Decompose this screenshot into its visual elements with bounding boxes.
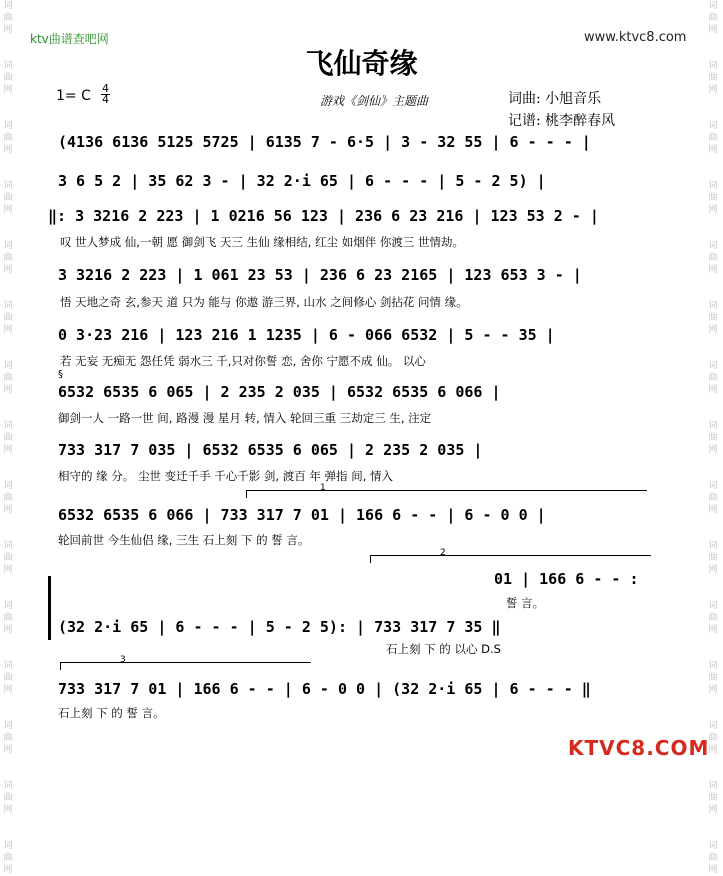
volta-3-number: 3 <box>120 655 126 665</box>
volta-1-bracket <box>246 490 647 498</box>
time-signature <box>101 84 110 105</box>
system-bracket <box>48 576 51 640</box>
score-row-6-lyrics: 御剑一人 一路一世 间, 路漫 漫 星月 转, 情入 轮回三重 三劫定三 生, 注定 <box>58 411 432 425</box>
subtitle: 游戏《剑仙》主题曲 <box>320 94 429 108</box>
score-row-3-lyrics: 叹 世人梦成 仙,一朝 愿 御剑飞 天三 生仙 缘相结, 红尘 如烟伴 你渡三 世情劫。 <box>60 235 465 249</box>
brand-logo <box>568 736 709 760</box>
score-row-8-notes: 6532 6535 6 066 | 733 317 7 01 | 166 6 - - | 6 - 0 0 | <box>58 506 546 524</box>
volta-2-bracket <box>370 555 651 563</box>
score-row-8-lyrics: 轮回前世 今生仙侣 缘, 三生 石上刻 下 的 誓 言。 <box>58 533 310 547</box>
score-row-7-notes: 733 317 7 035 | 6532 6535 6 065 | 2 235 2 035 | <box>58 441 483 459</box>
brand-logo-text: KTVC8.COM <box>568 736 710 760</box>
score-row-1-notes: (4136 6136 5125 5725 | 6135 7 - 6·5 | 3 - 32 55 | 6 - - - | <box>58 133 591 151</box>
meter-top: 4 <box>102 82 109 95</box>
segno-sign: § <box>58 369 63 380</box>
score-row-2-notes: 3 6 5 2 | 35 62 3 - | 32 2·i 65 | 6 - - - | 5 - 2 5) | <box>58 172 546 190</box>
transcriber-credit: 记谱: 桃李醉春风 <box>508 113 616 129</box>
score-row-6-notes: 6532 6535 6 065 | 2 235 2 035 | 6532 6535 6 066 | <box>58 383 501 401</box>
side-watermark-right: 词曲网 词曲网 词曲网 词曲网 词曲网 词曲网 词曲网 词曲网 词曲网 词曲网 词曲网 词曲网 词曲网 词曲网 词曲网 <box>708 1 718 875</box>
score-row-3-notes: ‖: 3 3216 2 223 | 1 0216 56 123 | 236 6 23 216 | 123 53 2 - | <box>48 207 599 225</box>
side-watermark-left: 词曲网 词曲网 词曲网 词曲网 词曲网 词曲网 词曲网 词曲网 词曲网 词曲网 词曲网 词曲网 词曲网 词曲网 词曲网 <box>3 1 13 875</box>
song-title: 飞仙奇缘 <box>305 47 418 80</box>
key-signature: 1= C <box>56 88 91 104</box>
composer-credit: 词曲: 小旭音乐 <box>508 91 602 107</box>
score-row-10-notes: (32 2·i 65 | 6 - - - | 5 - 2 5): | 733 317 7 35 ‖ <box>58 618 501 636</box>
volta-2-number: 2 <box>440 548 446 558</box>
meter-bottom: 4 <box>102 93 109 106</box>
volta-3-bracket <box>60 662 311 670</box>
score-row-5-lyrics: 若 无妄 无痴无 怨任凭 弱水三 千,只对你誓 恋, 舍你 宁愿不成 仙。 以心 <box>60 354 426 368</box>
score-row-9-lyrics: 誓 言。 <box>506 596 545 610</box>
score-row-4-lyrics: 悟 天地之奇 玄,参天 道 只为 能与 你遨 游三界, 山水 之间修心 剑拈花 问情 缘。 <box>60 295 468 309</box>
score-row-4-notes: 3 3216 2 223 | 1 061 23 53 | 236 6 23 2165 | 123 653 3 - | <box>58 266 582 284</box>
score-row-11-lyrics: 石上刻 下 的 誓 言。 <box>58 706 165 720</box>
score-row-5-notes: 0 3·23 216 | 123 216 1 1235 | 6 - 066 6532 | 5 - - 35 | <box>58 326 555 344</box>
score-row-11-notes: 733 317 7 01 | 166 6 - - | 6 - 0 0 | (32 2·i 65 | 6 - - - ‖ <box>58 680 591 698</box>
site-watermark-right[interactable]: www.ktvc8.com <box>584 30 687 45</box>
score-row-7-lyrics: 相守的 缘 分。 尘世 变迁千手 千心千影 剑, 渡百 年 弹指 间, 情入 <box>58 469 394 483</box>
volta-1-number: 1 <box>320 483 326 493</box>
score-row-9-notes: 01 | 166 6 - - : <box>494 570 639 588</box>
site-watermark-left[interactable]: ktv曲谱查吧网 <box>30 32 109 46</box>
score-row-10-lyrics: 石上刻 下 的 以心 D.S <box>386 642 501 656</box>
